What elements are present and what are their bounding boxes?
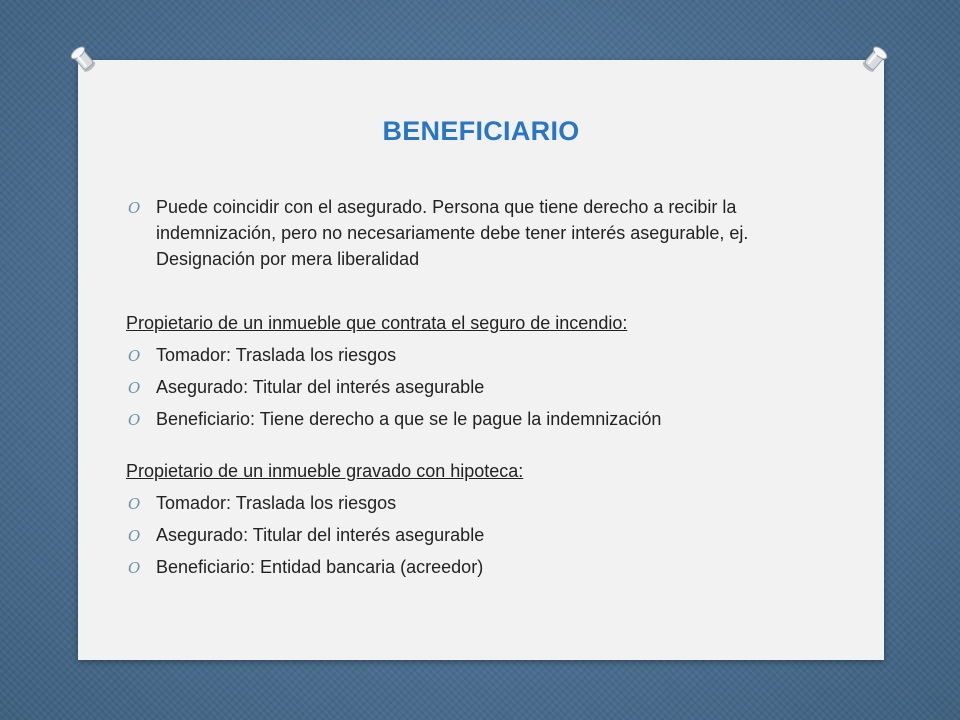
o-bullet-icon: O [128,199,141,217]
section-heading-hipoteca: Propietario de un inmueble gravado con hipoteca: [126,461,524,481]
o-bullet-icon: O [128,559,141,577]
pushpin-icon [858,42,892,76]
o-bullet-icon: O [128,411,141,429]
o-bullet-icon: O [128,527,141,545]
list-item [126,490,846,516]
slide-title: BENEFICIARIO [382,116,580,146]
slide-card [78,60,884,660]
list-item [126,522,846,548]
section-heading-incendio: Propietario de un inmueble que contrata el seguro de incendio: [126,313,628,333]
o-bullet-icon: O [128,347,141,365]
o-bullet-icon: O [128,495,141,513]
list-item-text: Beneficiario: Entidad bancaria (acreedor) [156,557,484,577]
o-bullet-icon: O [128,379,141,397]
list-incendio [126,342,846,432]
intro-bullet [126,194,846,272]
list-item [126,406,846,432]
list-item-text: Tomador: Traslada los riesgos [156,493,397,513]
intro-text: Puede coincidir con el asegurado. Persona que tiene derecho a recibir la indemnización, pero no necesariamente debe tener interés asegurable, ej. Designación por mera liberalidad [156,197,749,269]
list-item-text: Tomador: Traslada los riesgos [156,345,397,365]
list-item-text: Asegurado: Titular del interés asegurable [156,525,485,545]
list-item [126,342,846,368]
list-item-text: Asegurado: Titular del interés asegurable [156,377,485,397]
list-item [126,554,846,580]
list-item [126,374,846,400]
slide-content [126,194,846,586]
list-hipoteca [126,490,846,580]
pushpin-icon [66,42,100,76]
list-item-text: Beneficiario: Tiene derecho a que se le pague la indemnización [156,409,662,429]
